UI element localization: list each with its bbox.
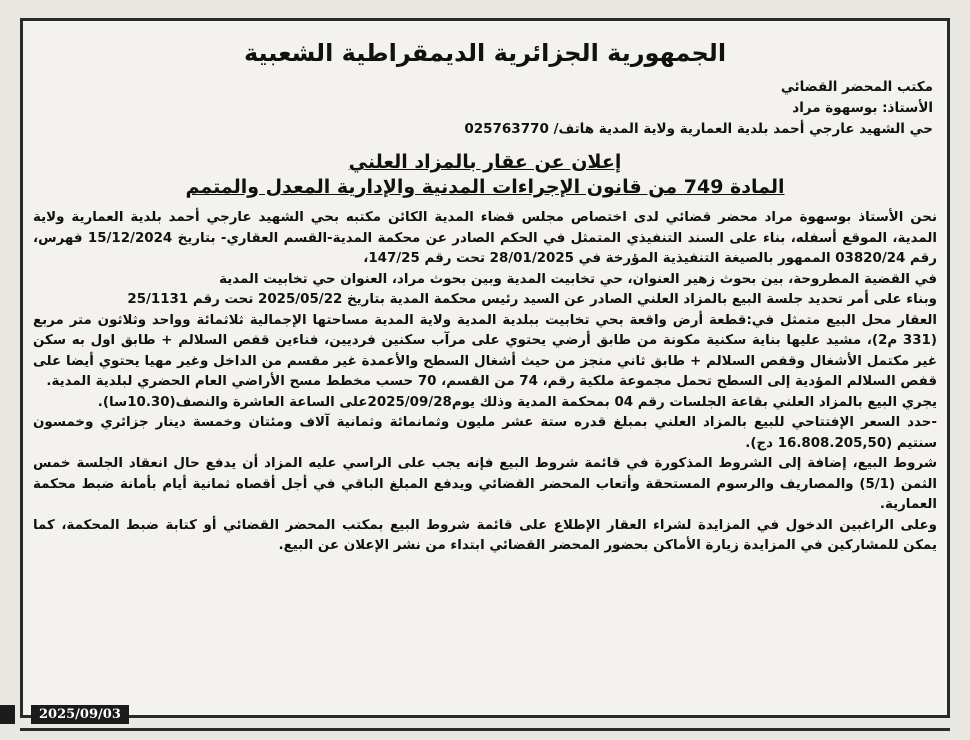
republic-title: الجمهورية الجزائرية الديمقراطية الشعبية: [243, 39, 727, 67]
bailiff-name: الأستاذ: بوسهوة مراد: [792, 100, 933, 116]
announcement-title: إعلان عن عقار بالمزاد العلني: [348, 151, 622, 173]
paragraph-price: -حدد السعر الإفتتاحي للبيع بالمزاد العلني بمبلغ قدره ستة عشر مليون وثمانمائة وثمانية آلاف ومئتان وخمسة دينار جزائري وخمسون سنتيم (16.808.205,50 دج).: [33, 415, 937, 451]
notice-frame: [20, 18, 950, 722]
newspaper-name: [0, 705, 15, 724]
notice-content: [33, 31, 937, 701]
paragraph-session: يجري البيع بالمزاد العلني بقاعة الجلسات رقم 04 بمحكمة المدية وذلك يوم2025/09/28على الساعة العاشرة والنصف(10.30سا).: [97, 394, 937, 410]
office-address: حي الشهيد عارجي أحمد بلدية العمارية ولاية المدية هاتف/ 025763770: [464, 121, 933, 137]
paragraph-property: العقار محل البيع متمثل في:قطعة أرض واقعة بحي تخابيت ببلدية المدية ولاية المدية مساحتها الإجمالية ثلاثمائة وواحد وثلاثون متر مربع (331 م2)، مشيد عليها بناية سكنية مكونة من طابق أرضي يحتوي على مرآب سكنين فرديين، فناءين قفص السلالم + طابق اول به سكن غير مكتمل الأشغال وقفص السلالم + طابق ثاني منجز من حيث أشغال السطح والأعمدة غير مقسم من الداخل وغير مهيا يحتوي أيضا على قفص السلالم المؤدية إلى السطح تحمل مجموعة ملكية رقم، 74 من القسم، 70 حسب مخطط مسح الأراضي العام الحضري لبلدية المدية.: [33, 312, 937, 389]
office-name: مكتب المحضر القضائي: [780, 79, 933, 95]
announcement-subtitle: المادة 749 من قانون الإجراءات المدنية والإدارية المعدل والمتمم: [185, 176, 785, 198]
paragraph-participation: وعلى الراغبين الدخول في المزايدة لشراء العقار الإطلاع على قائمة شروط البيع بمكتب المحضر القضائي أو كتابة ضبط المحكمة، كما يمكن للمشاركين في المزايدة زيارة الأماكن بحضور المحضر القضائي ابتداء من نشر الإعلان عن البيع.: [33, 517, 937, 553]
paragraph-conditions: شروط البيع، إضافة إلى الشروط المذكورة في قائمة شروط البيع فإنه يجب على الراسي عليه المزاد أن يدفع حال انعقاد الجلسة خمس الثمن (5/1) والمصاريف والرسوم المستحقة وأتعاب المحضر القضائي ويدفع المبلغ الباقي في أجل أقصاه ثمانية أيام بأمانة ضبط محكمة العمارية.: [33, 456, 937, 512]
announcement-body: [33, 208, 937, 557]
paragraph-intro: نحن الأستاذ بوسهوة مراد محضر قضائي لدى اختصاص مجلس قضاء المدية الكائن مكتبه بحي الشهيد عارجي أحمد بلدية العمارية ولاية المدية، الموقع أسفله، بناء على السند التنفيذي المتمثل في الحكم الصادر عن محكمة المدية-القسم العقاري- بتاريخ 15/12/2024 فهرس، رقم 03820/24 الممهور بالصيغة التنفيذية المؤرخة في 28/01/2025 تحت رقم 147/25،: [33, 210, 937, 266]
bottom-rule: [20, 728, 950, 731]
paragraph-parties: في القضية المطروحة، بين بحوث زهير العنوان، حي تخابيت المدية وبين بحوث مراد، العنوان حي تخابيت المدية: [219, 271, 937, 287]
paragraph-order: وبناء على أمر تحديد جلسة البيع بالمزاد العلني الصادر عن السيد رئيس محكمة المدية بتاريخ 2025/05/22 تحت رقم 25/1131: [127, 292, 937, 307]
publication-date: 2025/09/03: [31, 705, 129, 724]
